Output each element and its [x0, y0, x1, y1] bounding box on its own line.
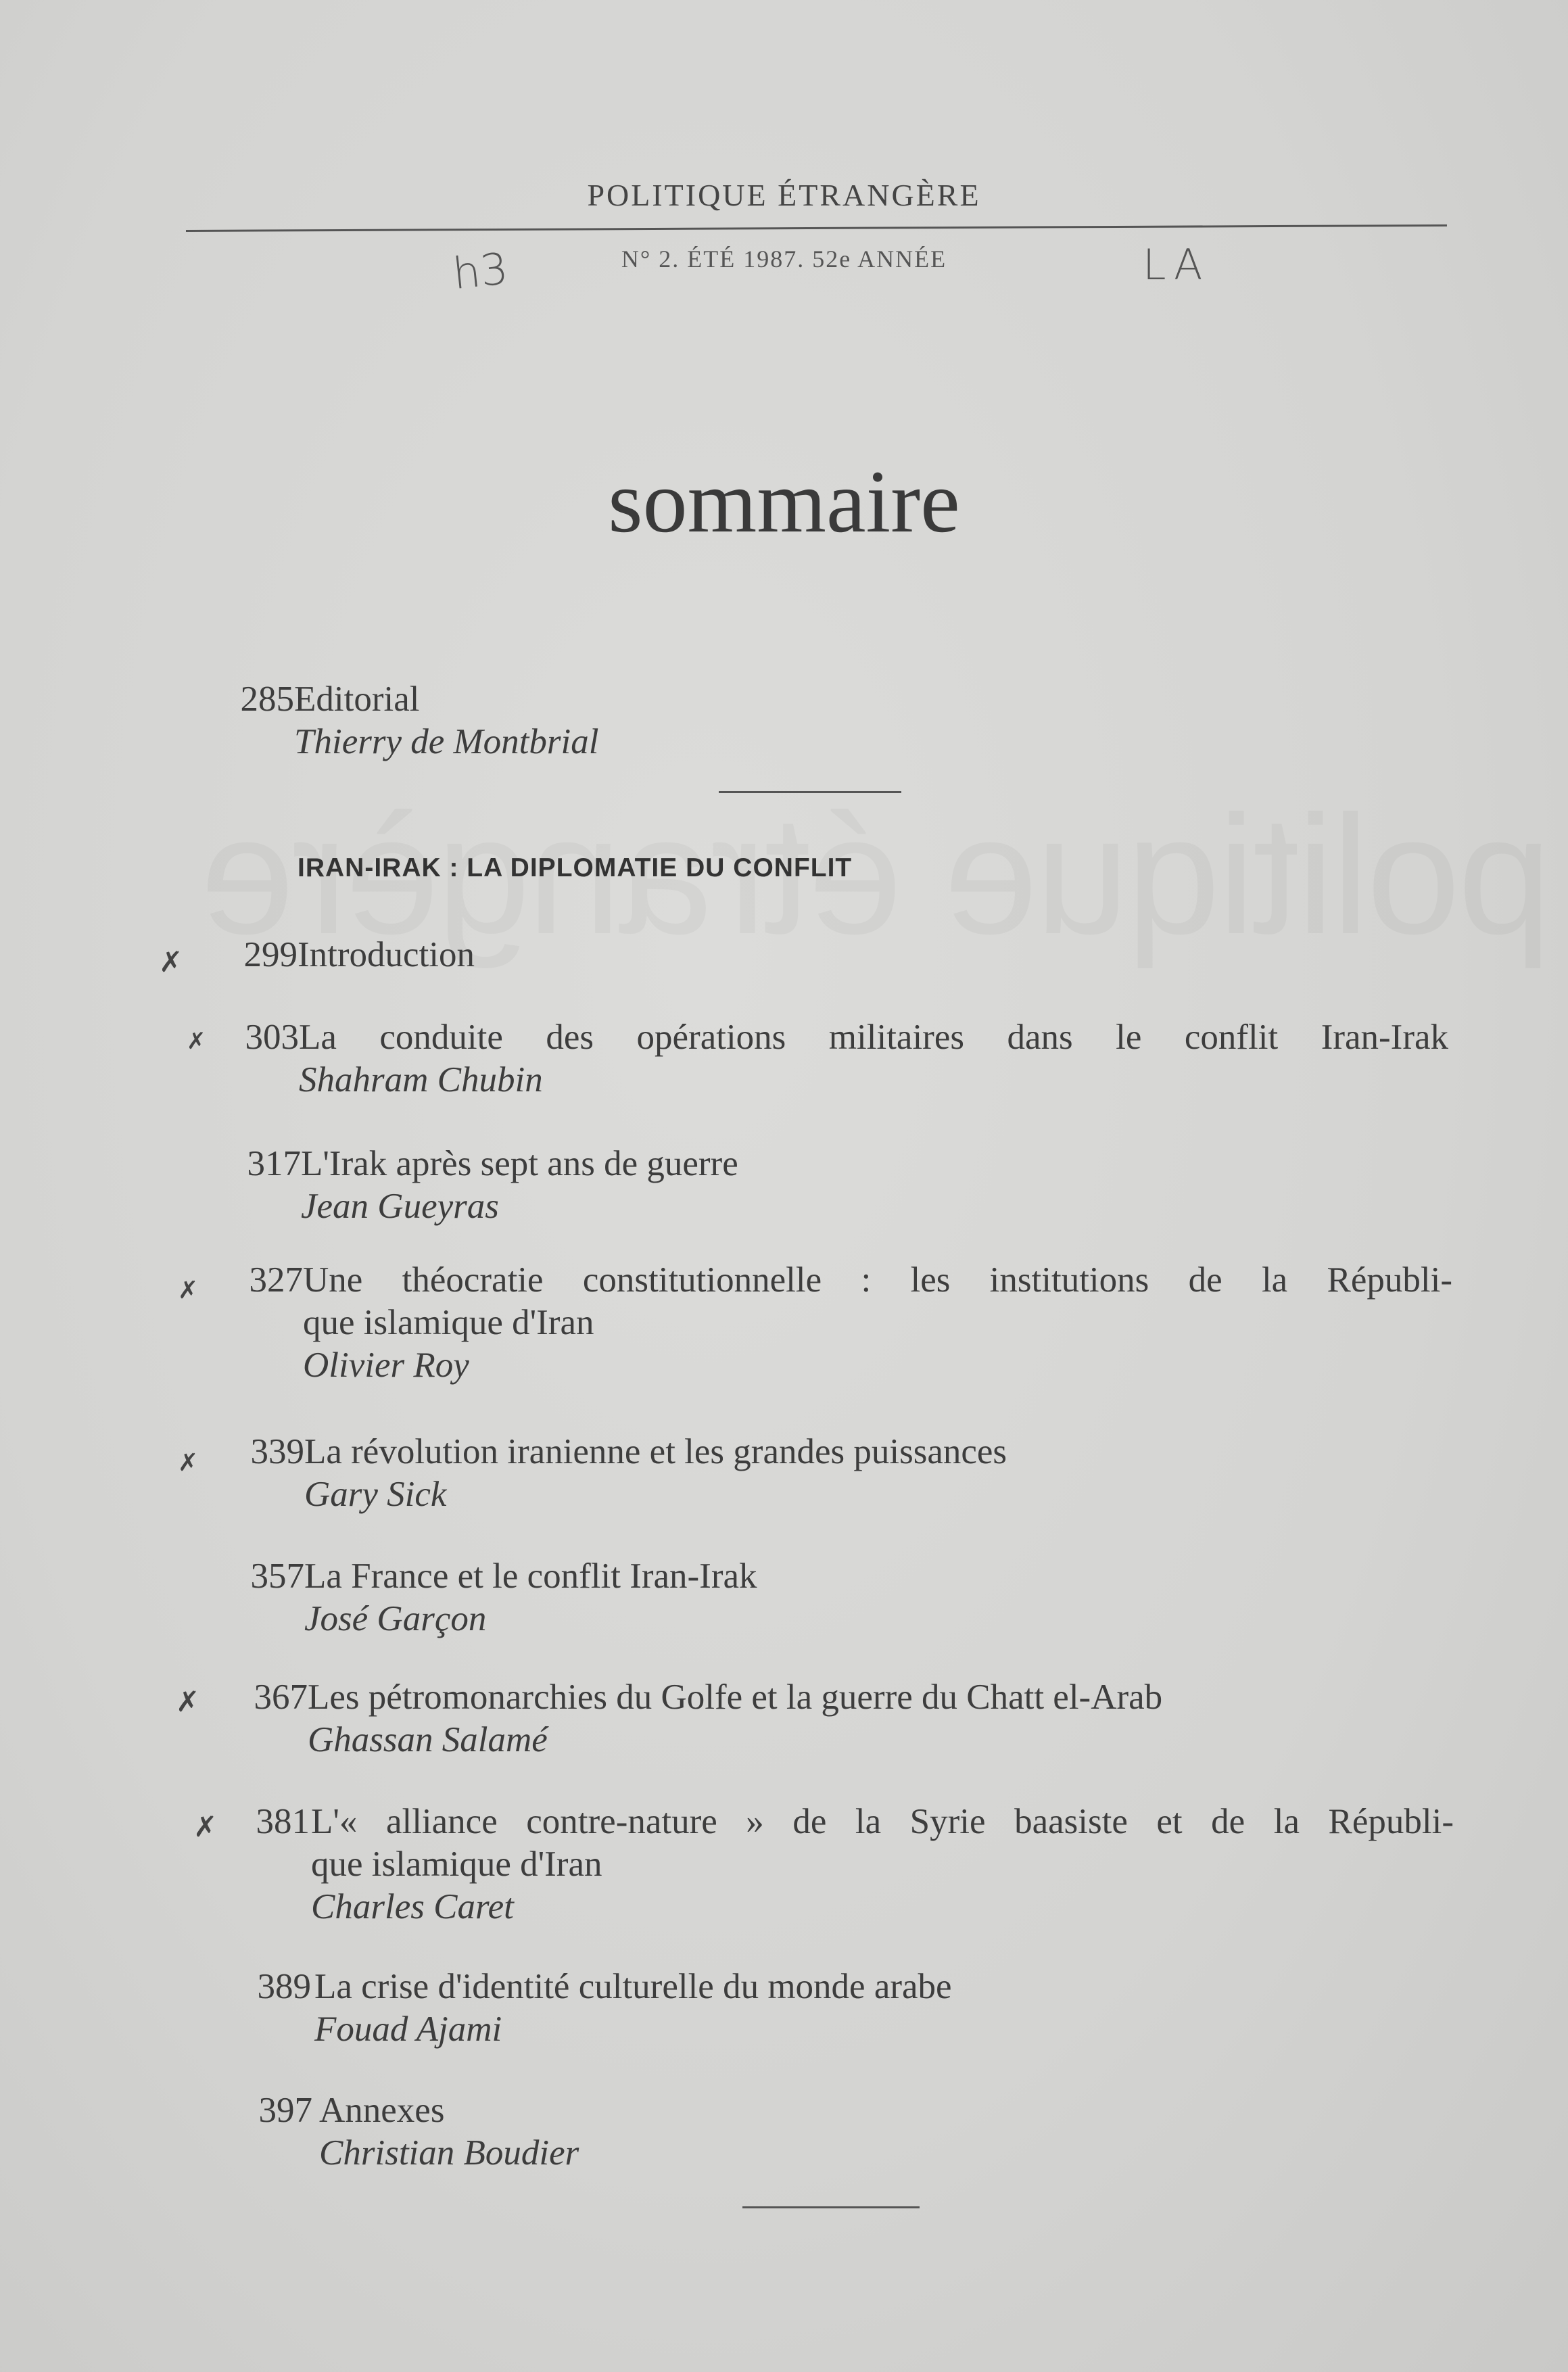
- entry-author: Shahram Chubin: [299, 1060, 543, 1099]
- checkmark-icon: ✗: [187, 1028, 206, 1055]
- section-heading: IRAN-IRAK : LA DIPLOMATIE DU CONFLIT: [298, 853, 853, 882]
- separator-rule: [742, 2206, 920, 2208]
- checkmark-icon: ✗: [159, 945, 183, 978]
- entry-title: La France et le conflit Iran-Irak: [304, 1557, 757, 1596]
- page-number: 381: [256, 1802, 310, 1841]
- checkmark-icon: ✗: [178, 1449, 199, 1477]
- entry-title: Une théocratie constitutionnelle : les institutions de la Républi-: [303, 1260, 1452, 1300]
- journal-title: POLITIQUE ÉTRANGÈRE: [587, 178, 981, 212]
- entry-author: Gary Sick: [304, 1475, 447, 1514]
- entry-title: La conduite des opérations militaires dans le conflit Iran-Irak: [299, 1018, 1448, 1057]
- page-number: 357: [250, 1557, 304, 1596]
- page-number: 389: [257, 1967, 311, 2006]
- page-title: sommaire: [608, 452, 960, 551]
- entry-title-continued: que islamique d'Iran: [311, 1845, 602, 1884]
- entry-title: Introduction: [298, 935, 475, 974]
- entry-title: Les pétromonarchies du Golfe et la guerre du Chatt el-Arab: [308, 1678, 1163, 1717]
- page-number: 339: [250, 1432, 304, 1471]
- entry-title: Editorial: [294, 680, 420, 719]
- entry-author: Charles Caret: [311, 1887, 514, 1926]
- handwritten-note-right: LA: [1143, 240, 1210, 289]
- page-number: 327: [249, 1260, 303, 1300]
- issue-line: N° 2. ÉTÉ 1987. 52e ANNÉE: [621, 245, 947, 272]
- entry-title: La crise d'identité culturelle du monde arabe: [314, 1967, 952, 2006]
- entry-author: Ghassan Salamé: [308, 1720, 548, 1759]
- separator-rule: [719, 791, 901, 793]
- entry-title: L'Irak après sept ans de guerre: [301, 1144, 738, 1183]
- page-number: 285: [240, 680, 294, 719]
- entry-author: Jean Gueyras: [301, 1187, 499, 1226]
- entry-author: Thierry de Montbrial: [294, 722, 599, 761]
- entry-title: La révolution iranienne et les grandes puissances: [304, 1432, 1007, 1471]
- entry-title: Annexes: [319, 2091, 445, 2130]
- entry-title: L'« alliance contre-nature » de la Syrie baasiste et de la Républi-: [311, 1802, 1454, 1841]
- page-number: 299: [243, 935, 298, 974]
- entry-author: Fouad Ajami: [314, 2010, 502, 2049]
- entry-title-continued: que islamique d'Iran: [303, 1303, 594, 1342]
- checkmark-icon: ✗: [176, 1685, 200, 1718]
- handwritten-note-left: h3: [450, 243, 510, 300]
- header-rule: [186, 224, 1447, 232]
- entry-author: Christian Boudier: [319, 2133, 579, 2173]
- checkmark-icon: ✗: [178, 1277, 199, 1304]
- page-number: 303: [245, 1018, 299, 1057]
- page-number: 397: [258, 2091, 312, 2130]
- page-number: 367: [254, 1678, 308, 1717]
- entry-author: Olivier Roy: [303, 1346, 469, 1385]
- entry-author: José Garçon: [304, 1599, 487, 1638]
- checkmark-icon: ✗: [193, 1810, 218, 1843]
- page-number: 317: [247, 1144, 301, 1183]
